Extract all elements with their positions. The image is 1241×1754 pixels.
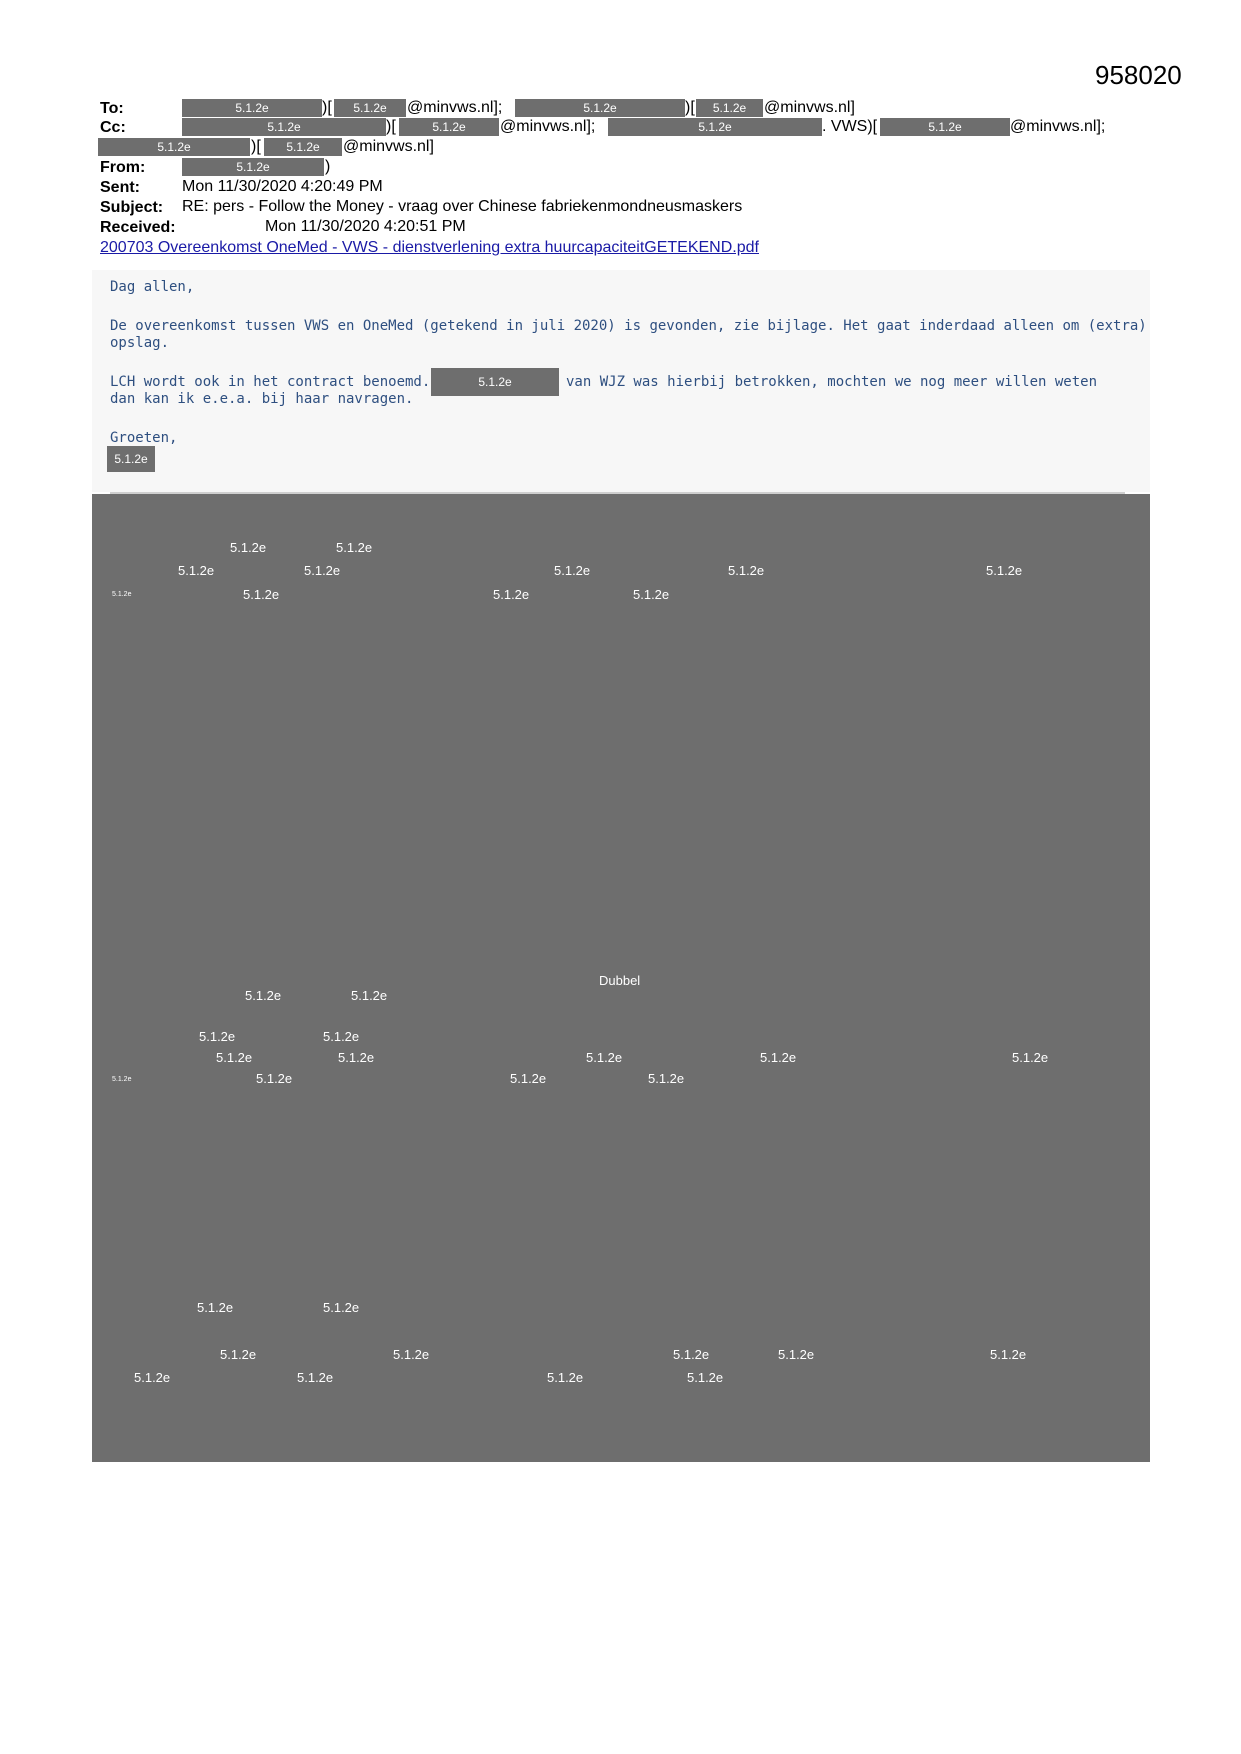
redaction-label: 5.1.2e <box>547 1370 584 1385</box>
redaction-label: 5.1.2e <box>493 587 530 602</box>
body-closing: Groeten, <box>110 430 178 446</box>
redaction-label: 5.1.2e <box>648 1071 685 1086</box>
body-paragraph-2-cont: dan kan ik e.e.a. bij haar navragen. <box>110 391 414 407</box>
sent-value: Mon 11/30/2020 4:20:49 PM <box>182 178 383 195</box>
redaction-label: 5.1.2e <box>338 1050 375 1065</box>
redaction-label: 5.1.2e <box>351 988 388 1003</box>
body-paragraph-1: De overeenkomst tussen VWS en OneMed (getekend in juli 2020) is gevonden, zie bijlage. Het gaat inderdaad alleen om (extra) <box>110 318 1147 334</box>
redaction-label: 5.1.2e <box>256 1071 293 1086</box>
redaction-signature: 5.1.2e <box>107 446 155 472</box>
redaction-label: 5.1.2e <box>986 563 1023 578</box>
subject-label: Subject: <box>100 199 164 216</box>
redaction: 5.1.2e <box>98 138 250 156</box>
redaction-label: 5.1.2e <box>1012 1050 1049 1065</box>
redaction-label: 5.1.2e <box>134 1370 171 1385</box>
redaction-label: 5.1.2e <box>393 1347 430 1362</box>
redaction: 5.1.2e <box>696 99 763 117</box>
to-label: To: <box>100 100 124 117</box>
email-domain: @minvws.nl]; <box>500 118 596 135</box>
redaction-label: 5.1.2e <box>245 988 282 1003</box>
email-domain: @minvws.nl] <box>764 99 855 116</box>
redaction: 5.1.2e <box>431 368 559 396</box>
redaction: 5.1.2e <box>264 138 342 156</box>
redaction-label: 5.1.2e <box>216 1050 253 1065</box>
email-domain: @minvws.nl]; <box>1010 118 1106 135</box>
redaction-label: 5.1.2e <box>586 1050 623 1065</box>
redaction-label: 5.1.2e <box>112 591 132 598</box>
received-value: Mon 11/30/2020 4:20:51 PM <box>265 218 466 235</box>
redaction-label: 5.1.2e <box>728 563 765 578</box>
redaction: 5.1.2e <box>880 118 1010 136</box>
subject-value: RE: pers - Follow the Money - vraag over Chinese fabriekenmondneusmaskers <box>182 198 743 215</box>
redaction-label: 5.1.2e <box>220 1347 257 1362</box>
redaction: 5.1.2e <box>608 118 822 136</box>
redaction-label: 5.1.2e <box>510 1071 547 1086</box>
body-greeting: Dag allen, <box>110 279 195 295</box>
redaction-label: 5.1.2e <box>990 1347 1027 1362</box>
bracket-text: )[ <box>386 118 396 135</box>
redacted-block <box>92 494 1150 1462</box>
redaction: 5.1.2e <box>515 99 685 117</box>
redaction-label: 5.1.2e <box>323 1300 360 1315</box>
redaction-label: 5.1.2e <box>336 540 373 555</box>
body-paragraph-2-b: van WJZ was hierbij betrokken, mochten we nog meer willen weten <box>566 374 1098 390</box>
vws-fragment: . VWS)[ <box>822 118 878 135</box>
redaction-label: 5.1.2e <box>178 563 215 578</box>
redaction: 5.1.2e <box>182 99 322 117</box>
redaction-label: 5.1.2e <box>554 563 591 578</box>
redaction-label: 5.1.2e <box>112 1076 132 1083</box>
redaction-label: 5.1.2e <box>778 1347 815 1362</box>
bracket-text: ) <box>325 158 331 175</box>
redaction-label: 5.1.2e <box>230 540 267 555</box>
from-label: From: <box>100 159 146 176</box>
received-label: Received: <box>100 219 176 236</box>
center-label: Dubbel <box>599 973 641 988</box>
email-domain: @minvws.nl] <box>343 138 434 155</box>
sent-label: Sent: <box>100 179 140 196</box>
redaction-label: 5.1.2e <box>243 587 280 602</box>
bracket-text: )[ <box>685 99 695 116</box>
redaction: 5.1.2e <box>334 99 406 117</box>
redaction-label: 5.1.2e <box>297 1370 334 1385</box>
bracket-text: )[ <box>322 99 332 116</box>
email-domain: @minvws.nl]; <box>407 99 503 116</box>
attachment-link[interactable]: 200703 Overeenkomst OneMed - VWS - dienstverlening extra huurcapaciteitGETEKEND.pdf <box>100 239 759 256</box>
redaction-label: 5.1.2e <box>687 1370 724 1385</box>
redaction: 5.1.2e <box>182 158 324 176</box>
redaction-label: 5.1.2e <box>633 587 670 602</box>
bracket-text: )[ <box>251 138 261 155</box>
body-paragraph-1-cont: opslag. <box>110 335 170 351</box>
redaction: 5.1.2e <box>399 118 499 136</box>
body-paragraph-2: LCH wordt ook in het contract benoemd. <box>110 374 431 390</box>
redaction-label: 5.1.2e <box>760 1050 797 1065</box>
cc-label: Cc: <box>100 119 126 136</box>
redaction-label: 5.1.2e <box>199 1029 236 1044</box>
redaction-label: 5.1.2e <box>304 563 341 578</box>
redaction: 5.1.2e <box>182 118 386 136</box>
redaction-label: 5.1.2e <box>197 1300 234 1315</box>
redaction-label: 5.1.2e <box>673 1347 710 1362</box>
document-number: 958020 <box>1095 60 1182 90</box>
redaction-label: 5.1.2e <box>323 1029 360 1044</box>
